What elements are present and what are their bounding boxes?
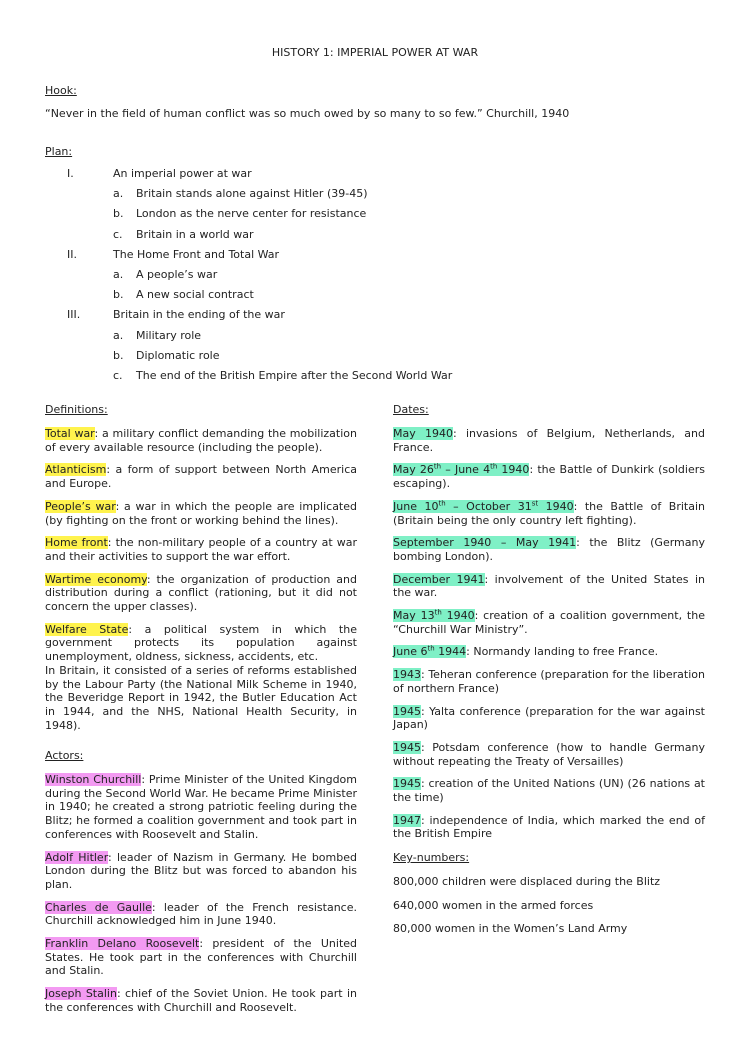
date-text: : Normandy landing to free France. xyxy=(466,645,659,659)
date-ordinal: th xyxy=(438,499,446,508)
definitions-label: Definitions: xyxy=(45,403,108,416)
plan-subitem xyxy=(45,228,705,248)
definition-text: : a military conflict demanding the mobilization of every available resource (including the people). xyxy=(45,427,357,454)
date-entry xyxy=(393,645,705,659)
definition-entry xyxy=(45,500,357,527)
plan-subitem-letter: a. xyxy=(113,267,124,281)
date-entry xyxy=(393,705,705,732)
date-text: : the Blitz (Germany bombing London). xyxy=(393,536,705,563)
date-text: : independence of India, which marked the end of the British Empire xyxy=(393,813,705,841)
actor-text: : Prime Minister of the United Kingdom during the Second World War. He became Prime Minister in 1940; he created a strong patriotic feeling during the Blitz; he formed a coalition government and took part in conferences with Roosevelt and Stalin. xyxy=(45,773,358,841)
plan-section-number: II. xyxy=(67,247,77,261)
definition-text: : a political system in which the government protects its population against unemployment, oldness, sickness, accidents, etc. xyxy=(45,622,357,664)
definition-term: Atlanticism xyxy=(45,463,107,477)
actors-list xyxy=(45,773,357,1015)
date-ordinal: th xyxy=(433,462,442,471)
plan-subitem-letter: c. xyxy=(113,227,123,241)
plan-subitem xyxy=(45,349,705,369)
plan-subitem-text: Diplomatic role xyxy=(136,348,220,362)
definition-entry xyxy=(45,623,357,733)
dates-section xyxy=(393,403,705,841)
date-entry xyxy=(393,573,705,600)
key-numbers-list xyxy=(393,875,705,936)
plan-section xyxy=(45,167,705,187)
page-title: HISTORY 1: IMPERIAL POWER AT WAR xyxy=(271,46,479,59)
actors-label: Actors: xyxy=(45,749,84,762)
date-label: 1943 xyxy=(393,668,421,682)
actor-entry xyxy=(45,987,357,1014)
actor-name: Charles de Gaulle xyxy=(45,900,152,914)
definition-term: People’s war xyxy=(45,499,116,513)
date-text: : Yalta conference (preparation for the war against Japan) xyxy=(393,704,705,732)
date-ordinal: th xyxy=(427,644,435,653)
date-ordinal: th xyxy=(434,608,442,617)
actor-entry xyxy=(45,851,357,892)
date-label: December 1941 xyxy=(393,572,485,586)
key-number-item: 80,000 women in the Women’s Land Army xyxy=(393,922,628,936)
actor-entry xyxy=(45,937,357,978)
date-entry xyxy=(393,427,705,454)
date-text: : involvement of the United States in the war. xyxy=(393,572,705,600)
plan-subitem-letter: a. xyxy=(113,187,124,201)
definition-extra: In Britain, it consisted of a series of reforms established by the Labour Party (the National Milk Scheme in 1940, the Beveridge Report in 1942, the Butler Education Act in 1944, and the NHS, National Health Security, in 1948). xyxy=(45,663,357,732)
plan-subitem-text: Britain in a world war xyxy=(136,227,254,241)
plan-label: Plan: xyxy=(45,145,73,158)
actor-name: Adolf Hitler xyxy=(45,850,109,864)
plan-section xyxy=(45,308,705,328)
date-label: May 26th – June 4th 1940 xyxy=(393,462,530,477)
date-text: : the Battle of Britain (Britain being the only country left fighting). xyxy=(393,499,705,527)
date-entry xyxy=(393,777,705,804)
definition-term: Home front xyxy=(45,536,108,550)
actor-name: Joseph Stalin xyxy=(45,987,117,1001)
plan-section-number: I. xyxy=(67,167,74,180)
plan-outline xyxy=(45,167,705,389)
plan-subitem-text: A people’s war xyxy=(136,267,218,281)
plan-subitem-text: The end of the British Empire after the Second World War xyxy=(136,368,453,382)
plan-subitem xyxy=(45,187,705,207)
definition-text: : a form of support between North America and Europe. xyxy=(45,463,357,491)
date-label: June 6th 1944 xyxy=(393,644,467,659)
actor-name: Winston Churchill xyxy=(45,773,142,786)
key-number-item: 800,000 children were displaced during the Blitz xyxy=(393,875,661,888)
date-label: 1947 xyxy=(393,813,421,827)
date-entry xyxy=(393,609,705,636)
date-entry xyxy=(393,668,705,695)
date-entry xyxy=(393,814,705,841)
date-text: : creation of the United Nations (UN) (26 nations at the time) xyxy=(393,777,705,805)
date-ordinal: th xyxy=(490,462,498,471)
plan-subitem-text: London as the nerve center for resistance xyxy=(136,207,367,221)
date-label: 1945 xyxy=(393,740,421,754)
key-numbers-label: Key-numbers: xyxy=(393,851,470,864)
actor-name: Franklin Delano Roosevelt xyxy=(45,937,200,951)
definition-text: : a war in which the people are implicated (by fighting on the front or working behind the lines). xyxy=(45,499,357,527)
date-label: September 1940 – May 1941 xyxy=(393,536,577,550)
actors-section xyxy=(45,749,357,1015)
date-entry xyxy=(393,500,705,527)
plan-subitem xyxy=(45,369,705,389)
plan-section xyxy=(45,248,705,268)
plan-subitem-letter: b. xyxy=(113,288,124,302)
dates-label: Dates: xyxy=(393,403,429,416)
definition-text: : the organization of production and distribution during a conflict (rationing, but it did not concern the upper classes). xyxy=(45,572,357,614)
date-text: : the Battle of Dunkirk (soldiers escaping). xyxy=(393,463,705,491)
date-label: May 1940 xyxy=(393,427,454,440)
plan-subitem-text: Britain stands alone against Hitler (39-45) xyxy=(136,187,368,201)
date-label: June 10th – October 31st 1940 xyxy=(393,499,574,513)
hook-quote: “Never in the field of human conflict was so much owed by so many to so few.” Churchill, 1940 xyxy=(45,107,570,120)
plan-subitem-letter: c. xyxy=(113,368,123,382)
plan-subitem xyxy=(45,288,705,308)
date-ordinal: st xyxy=(531,499,539,508)
actor-text: : president of the United States. He took part in the conferences with Churchill and Stalin. xyxy=(45,937,358,978)
definitions-section xyxy=(45,403,357,732)
date-text: : invasions of Belgium, Netherlands, and France. xyxy=(393,427,705,454)
date-entry xyxy=(393,463,705,490)
definition-entry xyxy=(45,427,357,454)
actor-text: : chief of the Soviet Union. He took part in the conferences with Churchill and Roosevelt. xyxy=(45,987,358,1014)
actor-entry xyxy=(45,773,357,842)
date-text: : Potsdam conference (how to handle Germany without repeating the Treaty of Versailles) xyxy=(393,740,705,768)
definition-text: : the non-military people of a country at war and their activities to support the war effort. xyxy=(45,536,357,563)
definition-entry xyxy=(45,536,357,563)
definition-term: Total war xyxy=(45,427,95,440)
hook-label: Hook: xyxy=(45,84,77,97)
date-text: : creation of a coalition government, the “Churchill War Ministry”. xyxy=(393,609,705,636)
plan-section-title: Britain in the ending of the war xyxy=(113,308,285,322)
date-label: 1945 xyxy=(393,704,421,718)
date-entry xyxy=(393,536,705,563)
plan-subitem-letter: a. xyxy=(113,328,124,342)
definition-entry xyxy=(45,573,357,614)
date-label: May 13th 1940 xyxy=(393,608,475,623)
definition-term: Wartime economy xyxy=(45,572,147,586)
definition-entry xyxy=(45,463,357,490)
actor-entry xyxy=(45,901,357,928)
plan-subitem xyxy=(45,207,705,227)
definition-term: Welfare State xyxy=(45,622,129,636)
date-entry xyxy=(393,741,705,768)
plan-subitem-letter: b. xyxy=(113,348,124,362)
key-numbers-section xyxy=(393,851,705,936)
date-text: : Teheran conference (preparation for the liberation of northern France) xyxy=(393,668,705,695)
plan-subitem xyxy=(45,329,705,349)
plan-subitem-letter: b. xyxy=(113,207,124,221)
dates-list xyxy=(393,427,705,841)
plan-section-number: III. xyxy=(67,308,81,322)
plan-subitem-text: A new social contract xyxy=(136,288,254,302)
plan-subitem xyxy=(45,268,705,288)
date-label: 1945 xyxy=(393,777,421,791)
plan-subitem-text: Military role xyxy=(136,328,202,342)
actor-text: : leader of Nazism in Germany. He bombed London during the Blitz but was forced to abandon his plan. xyxy=(45,850,357,891)
key-number-item: 640,000 women in the armed forces xyxy=(393,898,594,912)
plan-section-title: The Home Front and Total War xyxy=(113,247,280,261)
definitions-list xyxy=(45,427,357,732)
actor-text: : leader of the French resistance. Churchill acknowledged him in June 1940. xyxy=(45,900,357,928)
plan-section-title: An imperial power at war xyxy=(113,167,252,180)
